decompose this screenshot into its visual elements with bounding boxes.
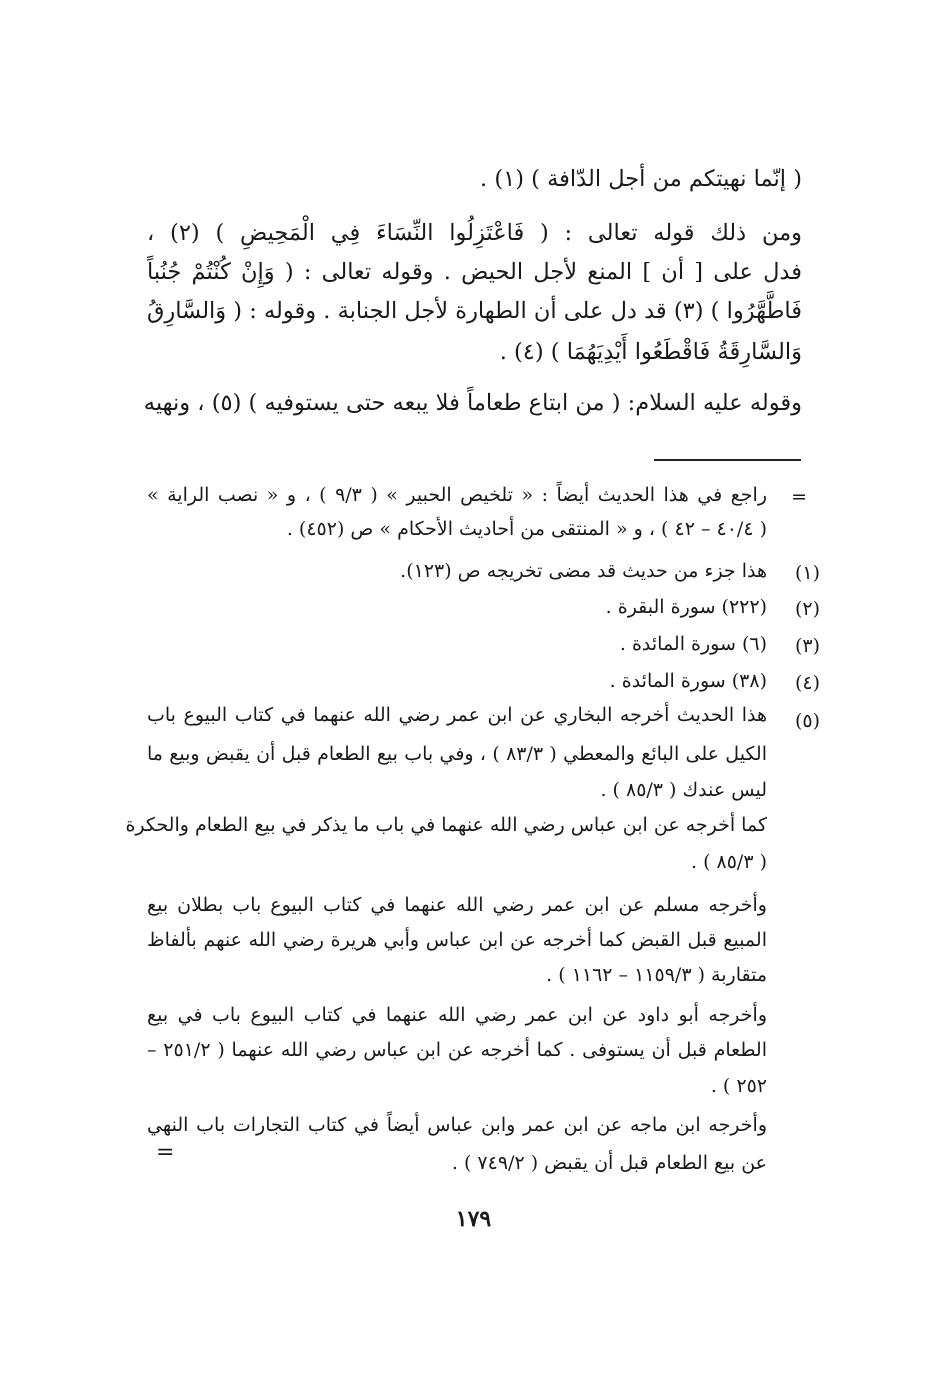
footnote-number-1: (١) [794, 562, 820, 584]
footnote-1-text: هذا جزء من حديث قد مضى تخريجه ص (١٢٣). [400, 560, 767, 582]
footnote-continuation-mark-bottom: = [156, 1140, 175, 1165]
carry-over-line-2: ( ٤٠/٤ – ٤٢ ) ، و « المنتقى من أحاديث الأحكام » ص (٤٥٢) . [286, 518, 767, 540]
main-line-4: فَاطَّهَّرُوا ) (٣) قد دل على أن الطهارة لأجل الجنابة . وقوله : ( وَالسَّارِقُ [146, 298, 802, 324]
footnote-3-text: (٦) سورة المائدة . [619, 633, 767, 655]
footnote-5-p3-line-2: المبيع قبل القبض كما أخرجه عن ابن عباس وأبي هريرة رضي الله عنهم بألفاظ [147, 929, 767, 951]
main-line-5: وَالسَّارِقَةُ فَاقْطَعُوا أَيْدِيَهُمَا ) (٤) . [499, 339, 802, 365]
main-line-3: فدل على [ أن ] المنع لأجل الحيض . وقوله تعالى : ( وَإِنْ كُنْتُمْ جُنُباً [147, 259, 802, 285]
footnote-5-p2-line-2: ( ٨٥/٣ ) . [690, 851, 767, 873]
footnote-number-3: (٣) [794, 635, 820, 657]
footnote-5-p1-line-2: الكيل على البائع والمعطي ( ٨٣/٣ ) ، وفي باب بيع الطعام قبل أن يقبض وبيع ما [147, 743, 767, 765]
footnote-5-p1-line-3: ليس عندك ( ٨٥/٣ ) . [600, 779, 767, 801]
footnote-continuation-mark: = [791, 486, 807, 508]
page-number: ١٧٩ [455, 1206, 492, 1232]
footnote-number-2: (٢) [794, 598, 820, 620]
footnote-4-text: (٣٨) سورة المائدة . [609, 670, 767, 692]
main-line-1: ( إنّما نهيتكم من أجل الدّافة ) (١) . [480, 166, 802, 192]
footnote-5-p4-line-3: ٢٥٢ ) . [710, 1075, 767, 1097]
footnote-5-p5-line-2: عن بيع الطعام قبل أن يقبض ( ٧٤٩/٢ ) . [451, 1152, 767, 1174]
footnote-5-p3-line-1: وأخرجه مسلم عن ابن عمر رضي الله عنهما في كتاب البيوع باب بطلان بيع [147, 894, 767, 916]
footnote-5-p3-line-3: متقاربة ( ١١٥٩/٣ – ١١٦٢ ) . [546, 964, 767, 986]
footnote-5-p2-line-1: كما أخرجه عن ابن عباس رضي الله عنهما في باب ما يذكر في بيع الطعام والحكرة [125, 814, 767, 836]
footnote-5-p4-line-2: الطعام قبل أن يستوفى . كما أخرجه عن ابن عباس رضي الله عنهما ( ٢٥١/٢ – [147, 1039, 767, 1061]
main-line-6: وقوله عليه السلام: ( من ابتاع طعاماً فلا يبعه حتى يستوفيه ) (٥) ، ونهيه [143, 390, 802, 416]
main-line-2: ومن ذلك قوله تعالى : ( فَاعْتَزِلُوا النِّسَاءَ فِي الْمَحِيضِ ) (٢) ، [147, 220, 802, 246]
footnote-5-p1-line-1: هذا الحديث أخرجه البخاري عن ابن عمر رضي الله عنهما في كتاب البيوع باب [147, 704, 767, 726]
footnote-2-text: (٢٢٢) سورة البقرة . [605, 596, 767, 618]
carry-over-line-1: راجع في هذا الحديث أيضاً : « تلخيص الحبير » ( ٩/٣ ) ، و « نصب الراية » [147, 484, 767, 506]
footnote-separator [654, 459, 801, 461]
footnote-number-4: (٤) [794, 672, 820, 694]
footnote-number-5: (٥) [794, 710, 820, 732]
footnote-5-p5-line-1: وأخرجه ابن ماجه عن ابن عمر وابن عباس أيضاً في كتاب التجارات باب النهي [147, 1114, 767, 1136]
footnote-5-p4-line-1: وأخرجه أبو داود عن ابن عمر رضي الله عنهما في كتاب البيوع باب في بيع [147, 1004, 767, 1026]
